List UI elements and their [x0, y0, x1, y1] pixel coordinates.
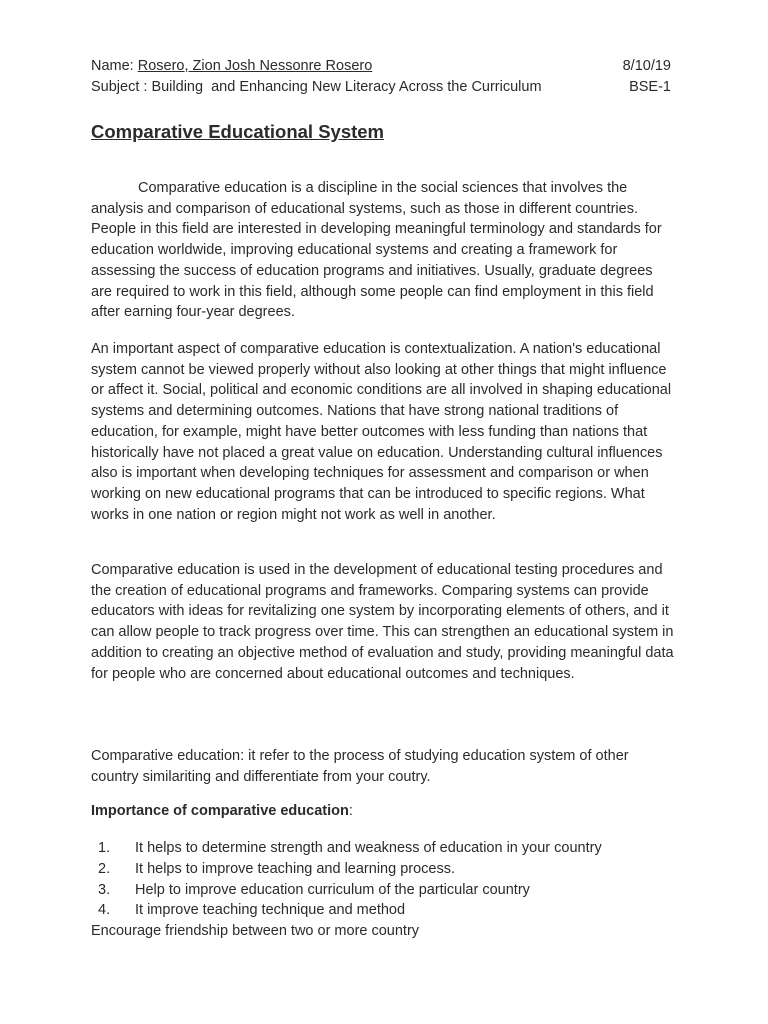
paragraph-2: An important aspect of comparative education is contextualization. A nation's educational system cannot be viewed properly without also looking at other things that might influence or affect it. Social, political and economic conditions are all involved in shaping educational systems and determining outcomes. Nations that have strong national traditions of education, for example, might have better outcomes with less funding than nations that historically have not placed a great value on education. Understanding cultural influences also is important when developing techniques for assessment and comparison or when working on new educational programs that can be introduced to specific regions. What works in one nation or region might not work as well in another. — [91, 341, 672, 523]
document-title: Comparative Educational System — [91, 121, 385, 142]
subject: Subject : Building and Enhancing New Literacy Across the Curriculum — [91, 79, 542, 95]
paragraph-4: Comparative education: it refer to the process of studying education system of other country similariting and differentiate from your coutry. — [91, 748, 629, 785]
importance-heading: Importance of comparative education: — [91, 803, 353, 819]
date: 8/10/19 — [622, 58, 671, 74]
header-name-row — [91, 56, 671, 76]
header-subject-row — [91, 77, 671, 97]
list-item: 3. Help to improve education curriculum of the particular country — [98, 881, 530, 898]
paragraph-1: Comparative education is a discipline in the social sciences that involves the analysis and comparison of educational systems, such as those in different countries. People in this field are interested in developing meaningful terminology and standards for education worldwide, improving educational systems and creating a framework for assessing the success of education programs and initiatives. Usually, graduate degrees are required to work in this field, although some people can find employment in this field after earning four-year degrees. — [91, 180, 662, 321]
list-item: 2. It helps to improve teaching and learning process. — [98, 860, 455, 877]
student-name: Name: Rosero, Zion Josh Nessonre Rosero — [91, 58, 373, 74]
trailing-line: Encourage friendship between two or more country — [91, 923, 420, 939]
list-item: 1. It helps to determine strength and weakness of education in your country — [98, 840, 602, 856]
list-item: 4. It improve teaching technique and method — [98, 902, 406, 919]
importance-list — [91, 838, 676, 921]
section: BSE-1 — [629, 79, 671, 95]
student-name-value: Rosero, Zion Josh Nessonre Rosero — [137, 58, 373, 74]
paragraph-3: Comparative education is used in the development of educational testing procedures and the creation of educational programs and frameworks. Comparing systems can provide educators with ideas for revitalizing one system by incorporating elements of others, and it can allow people to track progress over time. This can strengthen an educational system in addition to creating an objective method of evaluation and study, providing meaningful data for people who are concerned about educational outcomes and techniques. — [91, 562, 674, 682]
